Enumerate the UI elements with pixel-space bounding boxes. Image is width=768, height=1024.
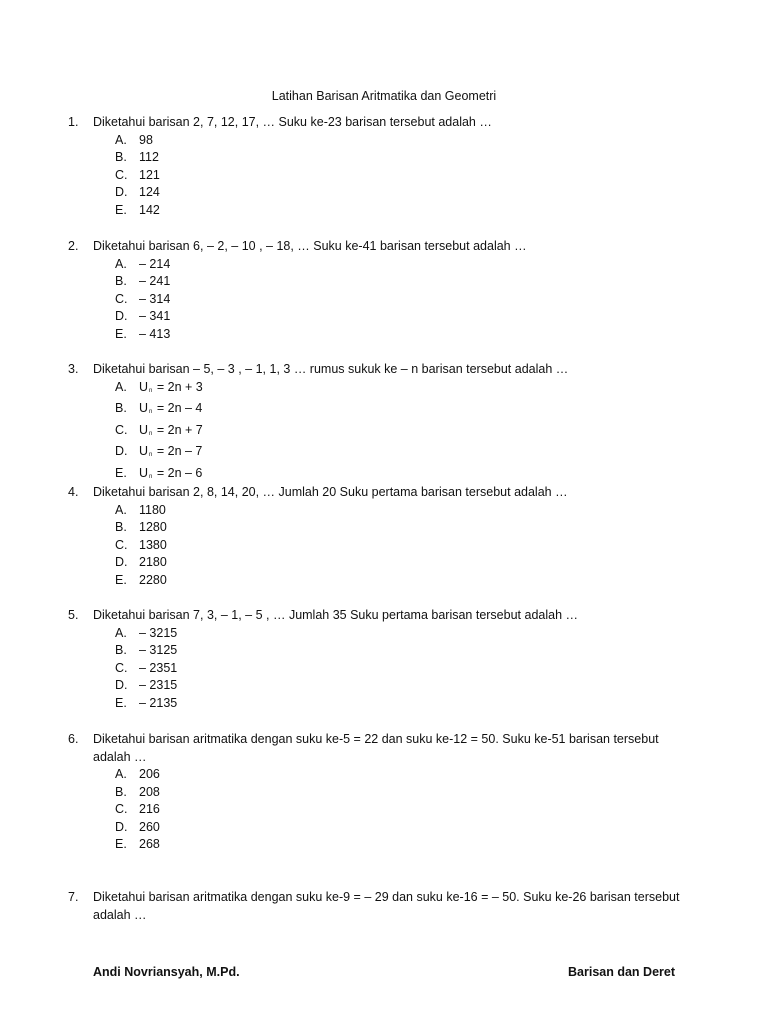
option-text: – 2135: [139, 695, 178, 710]
question-number: 1.: [68, 115, 79, 129]
option-text: – 2315: [139, 678, 178, 693]
option-letter: A.: [115, 256, 127, 271]
question-text: Diketahui barisan 2, 7, 12, 17, … Suku ke-23 barisan tersebut adalah …: [93, 115, 492, 129]
option-letter: C.: [115, 291, 128, 306]
option-text: – 3215: [139, 625, 178, 640]
option-b: [115, 642, 683, 660]
answer-options: [68, 625, 683, 713]
option-b: [115, 149, 683, 167]
option-letter: D.: [115, 555, 128, 570]
option-c: [115, 660, 683, 678]
option-text: – 3125: [139, 643, 178, 658]
option-text: – 341: [139, 309, 171, 324]
option-letter: C.: [115, 167, 128, 182]
option-letter: D.: [115, 678, 128, 693]
formula-rest: = 2n + 7: [153, 422, 203, 437]
page-footer: [93, 964, 675, 980]
option-text: 2280: [139, 572, 167, 587]
option-e: [115, 572, 683, 590]
formula-subscript: n: [149, 409, 153, 416]
question-3: [68, 361, 683, 486]
option-text: – 314: [139, 291, 171, 306]
option-e: [115, 326, 683, 344]
question-text: Diketahui barisan – 5, – 3 , – 1, 1, 3 … rumus sukuk ke – n barisan tersebut adalah …: [93, 362, 569, 376]
option-letter: B.: [115, 784, 127, 799]
option-formula: [139, 422, 683, 444]
formula-u: U: [139, 465, 149, 480]
question-number: 6.: [68, 732, 79, 746]
question-2: [68, 238, 683, 343]
option-text: 142: [139, 202, 160, 217]
option-letter: E.: [115, 202, 127, 217]
question-text: Diketahui barisan 7, 3, – 1, – 5 , … Jumlah 35 Suku pertama barisan tersebut adalah …: [93, 608, 578, 622]
formula-subscript: n: [149, 430, 153, 437]
answer-options: [68, 766, 683, 854]
question-number: 3.: [68, 362, 79, 376]
question-text: Diketahui barisan 6, – 2, – 10 , – 18, … Suku ke-41 barisan tersebut adalah …: [93, 239, 527, 253]
question-number: 5.: [68, 608, 79, 622]
option-letter: A.: [115, 767, 127, 781]
option-text: 260: [139, 819, 160, 834]
option-letter: E.: [115, 572, 127, 587]
option-letter: A.: [115, 379, 127, 394]
question-text: Diketahui barisan 2, 8, 14, 20, … Jumlah 20 Suku pertama barisan tersebut adalah …: [93, 485, 568, 499]
formula-rest: = 2n + 3: [153, 379, 203, 394]
formula-u: U: [139, 379, 149, 394]
footer-author: Andi Novriansyah, M.Pd.: [93, 965, 240, 979]
answer-options: [68, 379, 683, 487]
option-e: [115, 836, 683, 854]
formula-u: U: [139, 401, 149, 416]
option-e: [115, 202, 683, 220]
formula-u: U: [139, 444, 149, 459]
question-number: 2.: [68, 239, 79, 253]
formula-subscript: n: [149, 387, 153, 394]
formula-rest: = 2n – 4: [153, 401, 203, 416]
answer-options: [68, 502, 683, 590]
option-a: [115, 502, 683, 520]
formula-rest: = 2n – 7: [153, 444, 203, 459]
option-text: 121: [139, 167, 160, 182]
option-text: – 241: [139, 274, 171, 289]
option-letter: E.: [115, 695, 127, 710]
option-c: [115, 422, 683, 444]
question-5: [68, 607, 683, 712]
option-letter: B.: [115, 150, 127, 165]
question-6: [68, 731, 683, 854]
option-letter: A.: [115, 625, 127, 640]
option-letter: D.: [115, 819, 128, 834]
option-b: [115, 273, 683, 291]
option-text: 216: [139, 802, 160, 817]
option-formula: [139, 400, 683, 422]
option-text: 124: [139, 185, 160, 200]
formula-rest: = 2n – 6: [153, 465, 203, 480]
option-a: [115, 256, 683, 274]
option-letter: D.: [115, 444, 128, 459]
formula-subscript: n: [149, 473, 153, 480]
option-letter: D.: [115, 185, 128, 200]
option-letter: A.: [115, 502, 127, 517]
option-a: [115, 132, 683, 150]
answer-options: [68, 132, 683, 220]
option-text: 98: [139, 132, 153, 147]
question-4: [68, 484, 683, 589]
option-d: [115, 443, 683, 465]
option-d: [115, 819, 683, 837]
option-d: [115, 677, 683, 695]
option-text: – 2351: [139, 660, 178, 675]
option-text: 1180: [139, 502, 166, 517]
option-letter: B.: [115, 274, 127, 289]
option-letter: B.: [115, 401, 127, 416]
question-text: Diketahui barisan aritmatika dengan suku ke-5 = 22 dan suku ke-12 = 50. Suku ke-51 barisan tersebut adalah …: [93, 732, 659, 764]
option-letter: D.: [115, 309, 128, 324]
option-b: [115, 784, 683, 802]
option-letter: C.: [115, 660, 128, 675]
option-letter: C.: [115, 537, 128, 552]
page-title: Latihan Barisan Aritmatika dan Geometri: [271, 89, 497, 103]
option-letter: A.: [115, 132, 127, 147]
footer-topic: Barisan dan Deret: [568, 965, 675, 979]
option-text: – 413: [139, 326, 171, 341]
option-c: [115, 291, 683, 309]
option-a: [115, 766, 683, 784]
question-number: 4.: [68, 485, 79, 499]
option-letter: E.: [115, 465, 127, 480]
option-letter: B.: [115, 643, 127, 658]
formula-subscript: n: [149, 452, 153, 459]
option-text: 208: [139, 784, 160, 799]
option-a: [115, 379, 683, 401]
option-b: [115, 519, 683, 537]
option-e: [115, 695, 683, 713]
answer-options: [68, 256, 683, 344]
question-7: [68, 889, 683, 924]
option-letter: B.: [115, 520, 127, 535]
question-number: 7.: [68, 890, 79, 904]
option-a: [115, 625, 683, 643]
option-c: [115, 537, 683, 555]
question-1: [68, 114, 683, 219]
option-c: [115, 801, 683, 819]
option-formula: [139, 443, 683, 465]
option-text: 112: [139, 150, 159, 165]
option-text: 206: [139, 767, 160, 781]
option-formula: [139, 379, 683, 401]
option-letter: C.: [115, 802, 128, 817]
option-d: [115, 184, 683, 202]
option-b: [115, 400, 683, 422]
option-text: 268: [139, 837, 160, 852]
option-text: 1380: [139, 537, 167, 552]
option-letter: E.: [115, 837, 127, 852]
option-text: 2180: [139, 555, 167, 570]
option-d: [115, 554, 683, 572]
option-text: – 214: [139, 256, 171, 271]
question-text: Diketahui barisan aritmatika dengan suku ke-9 = – 29 dan suku ke-16 = – 50. Suku ke-26 barisan tersebut adalah …: [93, 890, 680, 922]
formula-u: U: [139, 422, 149, 437]
option-letter: E.: [115, 326, 127, 341]
option-d: [115, 308, 683, 326]
option-text: 1280: [139, 520, 167, 535]
option-letter: C.: [115, 422, 128, 437]
option-c: [115, 167, 683, 185]
